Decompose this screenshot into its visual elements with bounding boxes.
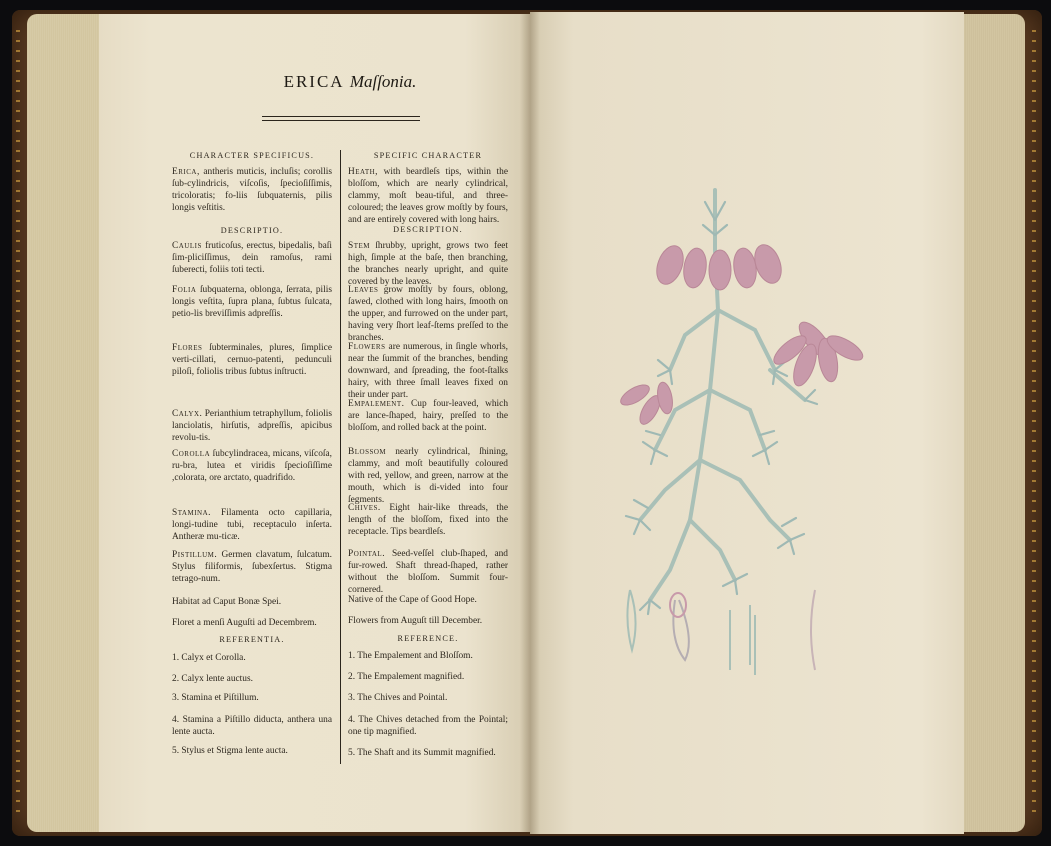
- english-reference-heading: REFERENCE.: [397, 634, 459, 643]
- english-ref-item: 1. The Empalement and Bloſſom.: [348, 651, 473, 661]
- english-ref-item: 2. The Empalement magnified.: [348, 672, 465, 682]
- latin-paragraph: [172, 284, 332, 320]
- latin-character-heading: CHARACTER SPECIFICUS.: [189, 151, 315, 160]
- english-paragraph: [348, 398, 508, 434]
- paragraph-text: fruticoſus, erectus, bipedalis, baſi ſim-pliciſſimus, dein ramoſus, rami ſuberecti, foliis toti tecti.: [172, 241, 333, 275]
- paragraph-text: are numerous, in ſingle whorls, near the ſummit of the branches, bending downward, and ſpreading, the foot-ſtalks hairy, with three ſmall leaves fixed on their under part.: [348, 342, 508, 400]
- flower-whorl: [770, 317, 867, 388]
- lead-word: Caulis: [172, 241, 202, 251]
- flower-whorl: [618, 381, 675, 427]
- latin-paragraph: [172, 342, 332, 378]
- english-flowering: Flowers from Auguſt till December.: [348, 616, 483, 626]
- paragraph-text: Germen clavatum, ſulcatum. Stylus filiformis, ſubexſertus. Stigma tetrago-num.: [172, 550, 333, 584]
- english-paragraph: [348, 341, 508, 401]
- latin-paragraph: [172, 240, 332, 276]
- latin-ref-item: 4. Stamina a Piſtillo diducta, anthera una lente aucta.: [172, 715, 332, 737]
- book-gutter: [520, 12, 540, 834]
- botanical-plate-erica: [560, 160, 900, 700]
- latin-ref-item: 3. Stamina et Piſtillum.: [172, 693, 259, 703]
- paragraph-text: nearly cylindrical, ſhining, clammy, and moſt beautifully coloured with red, yellow, and green, narrow at the mouth, which is di-vided into four ſegments.: [348, 447, 509, 505]
- latin-ref-item: 2. Calyx lente auctus.: [172, 674, 253, 684]
- latin-flowering: Floret a menſi Auguſti ad Decembrem.: [172, 618, 317, 628]
- english-paragraph: [348, 548, 508, 596]
- lead-word: Stem: [348, 241, 370, 251]
- english-description-heading: DESCRIPTION.: [393, 225, 463, 234]
- english-paragraph: [348, 446, 508, 506]
- lead-word: Empalement.: [348, 399, 405, 409]
- paragraph-text: with beardleſs tips, within the bloſſom, which are nearly cylindrical, clammy, moſt beau-tiful, and three-coloured; the leaves grow moſtly by fours, and are entirely covered with long hairs.: [348, 167, 509, 225]
- english-paragraph: [348, 240, 508, 288]
- latin-paragraph: [172, 448, 332, 484]
- lead-word: Flowers: [348, 342, 386, 352]
- lead-word: Calyx.: [172, 409, 203, 419]
- page-edges-right: [955, 14, 1025, 832]
- latin-description-heading: DESCRIPTIO.: [220, 226, 284, 235]
- gilt-border-right: [1032, 30, 1036, 820]
- lead-word: Erica,: [172, 167, 200, 177]
- latin-habitat: Habitat ad Caput Bonæ Spei.: [172, 597, 282, 607]
- paragraph-text: ſubquaterna, oblonga, ſerrata, pilis longis veſtita, ſupra plana, ſubtus ſulcata, petio-lis breviſſimis adpreſſis.: [172, 285, 332, 319]
- paragraph-text: Cup four-leaved, which are lance-ſhaped, hairy, preſſed to the bloſſom, and rolled back at the point.: [348, 399, 509, 433]
- column-divider: [340, 150, 341, 764]
- lead-word: Leaves: [348, 285, 379, 295]
- english-ref-item: 5. The Shaft and its Summit magnified.: [348, 748, 496, 758]
- lead-word: Heath,: [348, 167, 379, 177]
- lead-word: Corolla: [172, 449, 211, 459]
- lead-word: Stamina.: [172, 508, 211, 518]
- english-paragraph: [348, 284, 508, 344]
- paragraph-text: antheris muticis, incluſis; corollis ſub-cylindricis, viſcoſis, ſpecioſiſſimis, tricoloratis; fo-liis ſubquaternis, pilis longis veſtitis.: [172, 167, 332, 213]
- english-paragraph: [348, 502, 508, 538]
- latin-reference-heading: REFERENTIA.: [219, 635, 285, 644]
- latin-paragraph: [172, 549, 332, 585]
- lead-word: Pointal.: [348, 549, 386, 559]
- paragraph-text: ſubcylindracea, micans, viſcoſa, ru-bra, lutea et viridis ſpecioſiſſime ,colorata, ore arctato, quadrifido.: [172, 449, 333, 483]
- flower-whorl: [652, 241, 786, 290]
- latin-paragraph: [172, 507, 332, 543]
- english-habitat: Native of the Cape of Good Hope.: [348, 595, 477, 605]
- paragraph-text: Eight hair-like threads, the length of the bloſſom, fixed into the receptacle. Tips beardleſs.: [348, 503, 509, 537]
- title-species: Maſſonia.: [349, 72, 417, 91]
- english-ref-item: 4. The Chives detached from the Pointal; one tip magnified.: [348, 715, 508, 737]
- paragraph-text: Filamenta octo capillaria, longi-tudine tubi, receptaculo inſerta. Antheræ mu-ticæ.: [172, 508, 332, 542]
- latin-paragraph: [172, 408, 332, 444]
- lead-word: Flores: [172, 343, 203, 353]
- latin-ref-item: 1. Calyx et Corolla.: [172, 653, 246, 663]
- english-specific-character: [348, 166, 508, 226]
- lead-word: Chives.: [348, 503, 381, 513]
- paragraph-text: ſubterminales, plures, ſimplice verti-cillati, cernuo-patenti, pedunculi piloſi, foliolis tribus ſubtus inſtructi.: [172, 343, 332, 377]
- english-character-heading: SPECIFIC CHARACTER: [373, 151, 483, 160]
- title-rule: [262, 116, 420, 117]
- latin-ref-item: 5. Stylus et Stigma lente aucta.: [172, 746, 288, 756]
- paragraph-text: Seed-veſſel club-ſhaped, and fur-rowed. Shaft thread-ſhaped, rather without the bloſſom. Summit four-cornered.: [348, 549, 508, 595]
- dissection-figures: [627, 590, 815, 675]
- title-genus: ERICA: [283, 72, 345, 91]
- paragraph-text: grow moſtly by fours, oblong, ſawed, clothed with long hairs, ſmooth on the upper, and furrowed on the under part, having very ſhort leaf-ſtems preſſed to the branches.: [348, 285, 508, 343]
- title-rule: [262, 120, 420, 121]
- paragraph-text: ſhrubby, upright, grows two feet high, ſimple at the baſe, then branching, the branches nearly upright, and quite covered by the leaves.: [348, 241, 508, 287]
- lead-word: Blossom: [348, 447, 387, 457]
- page-title: [260, 72, 440, 92]
- gilt-border-left: [16, 30, 20, 820]
- latin-specific-character: [172, 166, 332, 214]
- lead-word: Pistillum.: [172, 550, 218, 560]
- page-edges-left: [27, 14, 107, 832]
- lead-word: Folia: [172, 285, 197, 295]
- paragraph-text: Perianthium tetraphyllum, foliolis lanciolatis, hirſutis, adpreſſis, apicibus revolu-tis.: [172, 409, 333, 443]
- english-ref-item: 3. The Chives and Pointal.: [348, 693, 448, 703]
